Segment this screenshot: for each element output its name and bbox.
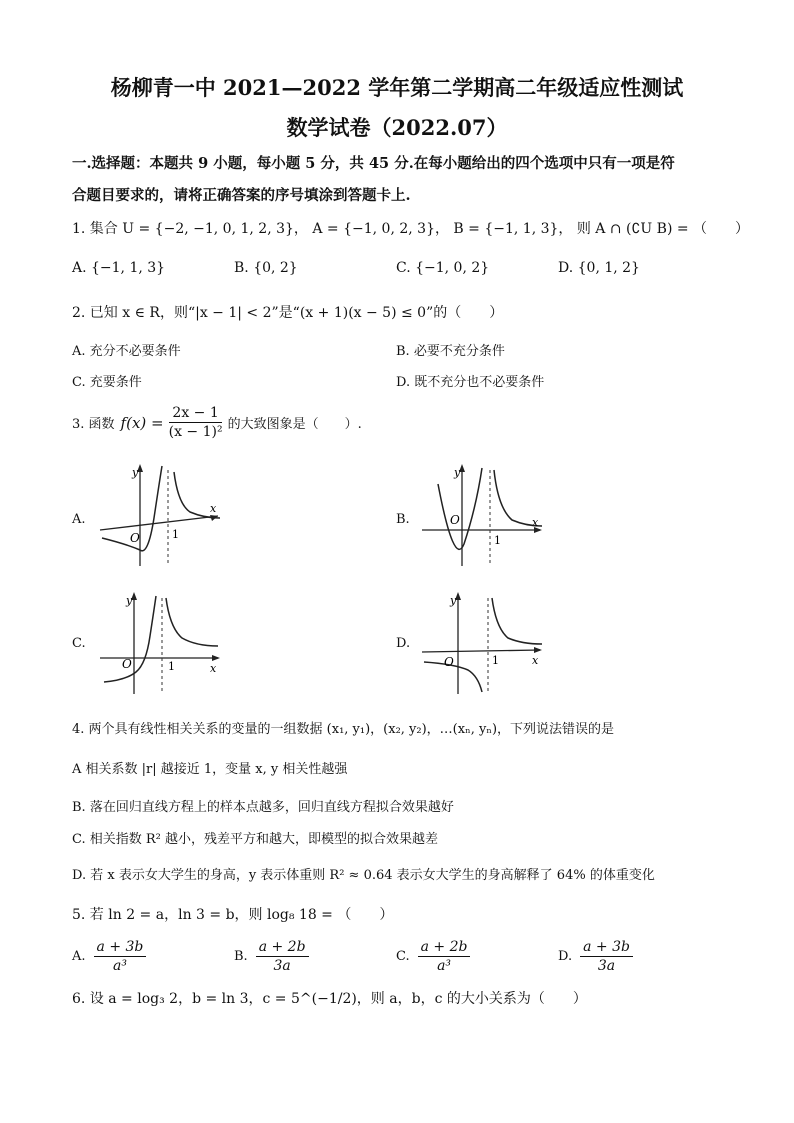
graph-d-tick: 1 (492, 654, 499, 667)
question-5-option-a-fraction (94, 938, 147, 975)
question-1-option-a: A. {−1, 1, 3} (72, 260, 166, 276)
graph-c (96, 586, 226, 698)
question-2-option-a: A. 充分不必要条件 (72, 344, 181, 359)
graph-c-tick: 1 (168, 660, 175, 673)
graph-a-label: A. (72, 512, 86, 527)
graph-b-label: B. (396, 512, 410, 527)
graph-a (96, 458, 226, 570)
graph-a-x-label: x (210, 502, 217, 515)
graph-d-label: D. (396, 636, 411, 651)
question-1-stem: 1. 集合 U = {−2, −1, 0, 1, 2, 3}， A = {−1, 0, 2, 3}， B = {−1, 1, 3}， 则 A ∩ (∁U B) = （ ） (72, 221, 750, 237)
graph-a-tick: 1 (172, 528, 179, 541)
question-5-option-c (396, 938, 472, 975)
question-5-option-d (558, 938, 635, 975)
question-5-option-d-fraction (580, 938, 633, 975)
question-6-stem: 6. 设 a = log₃ 2，b = ln 3，c = 5^(−1/2)，则 a，b，c 的大小关系为（ ） (72, 991, 587, 1007)
graph-d-y-label: y (450, 594, 457, 607)
graph-a-origin: O (130, 531, 140, 545)
graph-c-label: C. (72, 636, 86, 651)
graph-b-x-label: x (532, 516, 539, 529)
graph-b-tick: 1 (494, 534, 501, 547)
graph-b-origin: O (450, 513, 460, 527)
question-5-option-b-den: 3a (273, 958, 291, 974)
question-5-stem: 5. 若 ln 2 = a，ln 3 = b，则 log₈ 18 = （ ） (72, 907, 394, 923)
page-title: 杨柳青一中 2021—2022 学年第二学期高二年级适应性测试 (110, 75, 684, 100)
question-4-option-c: C. 相关指数 R² 越小，残差平方和越大，即模型的拟合效果越差 (72, 832, 439, 847)
question-5-option-a (72, 938, 148, 975)
question-3-suffix: 的大致图象是（ ）. (227, 417, 362, 432)
graph-a-y-label: y (132, 466, 139, 479)
question-5-option-b-num: a + 2b (256, 938, 309, 957)
question-1-option-d: D. {0, 1, 2} (558, 260, 640, 276)
question-1-option-b: B. {0, 2} (234, 260, 298, 276)
section-instruction-line1: 一.选择题：本题共 9 小题，每小题 5 分，共 45 分.在每小题给出的四个选项中只有一项是符 (72, 155, 675, 172)
question-2-stem: 2. 已知 x ∈ R，则“|x − 1| < 2”是“(x + 1)(x − 5) ≤ 0”的（ ） (72, 305, 504, 321)
question-4-stem: 4. 两个具有线性相关关系的变量的一组数据 (x₁, y₁)，(x₂, y₂)，…(xₙ, yₙ)，下列说法错误的是 (72, 722, 615, 737)
page-subtitle: 数学试卷（2022.07） (286, 115, 508, 140)
question-4-option-d: D. 若 x 表示女大学生的身高，y 表示体重则 R² ≈ 0.64 表示女大学生的身高解释了 64% 的体重变化 (72, 868, 655, 883)
graph-d-x-label: x (532, 654, 539, 667)
section-instruction-line2: 合题目要求的，请将正确答案的序号填涂到答题卡上. (72, 187, 411, 204)
question-1-option-c: C. {−1, 0, 2} (396, 260, 490, 276)
question-5-option-d-label: D. (558, 949, 573, 964)
question-5-option-a-num: a + 3b (94, 938, 147, 957)
graph-c-x-label: x (210, 662, 217, 675)
question-3-stem (72, 404, 362, 441)
question-3-denominator: (x − 1)² (168, 424, 223, 440)
question-3-numerator: 2x − 1 (169, 404, 221, 423)
question-4-option-b: B. 落在回归直线方程上的样本点越多，回归直线方程拟合效果越好 (72, 800, 454, 815)
question-5-option-a-label: A. (72, 949, 86, 964)
question-3-fraction (166, 404, 226, 441)
graph-b (418, 458, 548, 570)
question-3-prefix: 3. 函数 (72, 417, 115, 432)
question-5-option-c-fraction (418, 938, 471, 975)
question-5-option-b-label: B. (234, 949, 248, 964)
graph-b-y-label: y (454, 466, 461, 479)
question-2-option-d: D. 既不充分也不必要条件 (396, 375, 545, 390)
question-5-option-d-den: 3a (597, 958, 616, 974)
graph-d-origin: O (444, 655, 454, 669)
question-4-option-a: A 相关系数 |r| 越接近 1，变量 x, y 相关性越强 (72, 762, 348, 777)
question-3-function: f(x) = (120, 413, 164, 432)
graph-c-y-label: y (126, 594, 133, 607)
graph-c-origin: O (122, 657, 132, 671)
question-5-option-c-label: C. (396, 949, 410, 964)
question-2-option-b: B. 必要不充分条件 (396, 344, 505, 359)
question-5-option-b (234, 938, 311, 975)
graph-d (418, 586, 548, 698)
question-2-option-c: C. 充要条件 (72, 375, 142, 390)
question-5-option-c-den: a³ (437, 958, 452, 974)
question-5-option-d-num: a + 3b (580, 938, 633, 957)
question-5-option-b-fraction (256, 938, 309, 975)
question-5-option-c-num: a + 2b (418, 938, 471, 957)
question-5-option-a-den: a³ (112, 958, 127, 974)
